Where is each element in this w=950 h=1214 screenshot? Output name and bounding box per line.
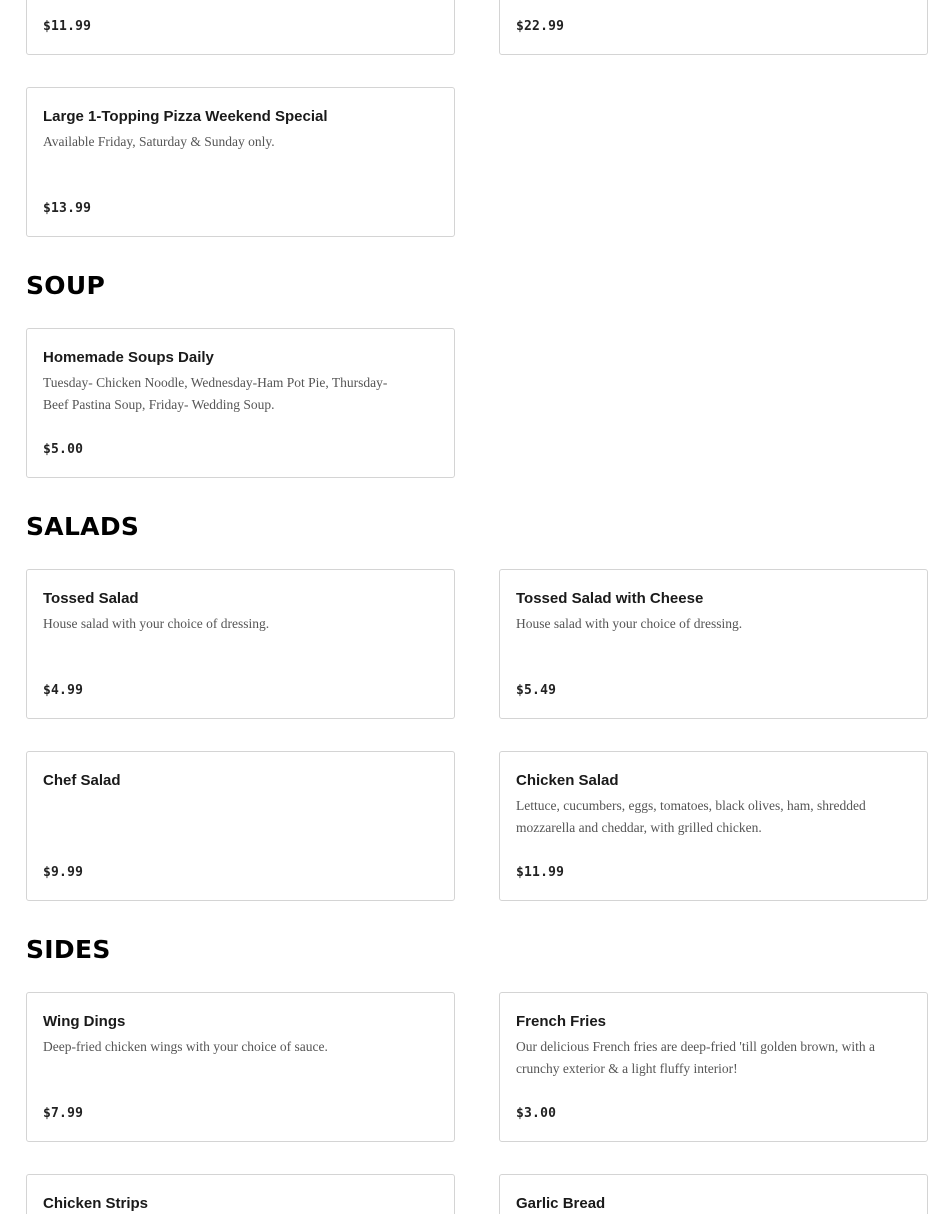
menu-item-name: Chef Salad	[43, 772, 121, 789]
menu-section	[26, 0, 928, 237]
menu-item-name: Garlic Bread	[516, 1195, 606, 1212]
menu-item-name: Large 1-Topping Pizza Weekend Special	[43, 108, 328, 125]
menu-item-grid	[26, 0, 928, 237]
menu-item-card[interactable]	[26, 1174, 455, 1214]
menu-item-card[interactable]	[499, 992, 928, 1142]
menu-item-description: Tuesday- Chicken Noodle, Wednesday-Ham Pot Pie, Thursday- Beef Pastina Soup, Friday- Wedding Soup.	[43, 375, 388, 412]
menu-item-card[interactable]	[499, 1174, 928, 1214]
menu-item-description: Lettuce, cucumbers, eggs, tomatoes, black olives, ham, shredded mozzarella and cheddar, with grilled chicken.	[516, 798, 866, 835]
menu-item-price: $7.99	[43, 1106, 84, 1121]
menu-item-name: Chicken Strips	[43, 1195, 149, 1212]
menu-item-price: $22.99	[516, 19, 565, 34]
menu-item-price: $5.49	[516, 683, 557, 698]
menu-list	[26, 0, 928, 1214]
menu-item-card[interactable]	[499, 751, 928, 901]
menu-item-name: Wing Dings	[43, 1013, 126, 1030]
menu-item-card[interactable]	[26, 751, 455, 901]
menu-section	[26, 931, 928, 1214]
menu-item-grid	[26, 992, 928, 1214]
menu-item-price: $5.00	[43, 442, 84, 457]
menu-item-card[interactable]	[26, 992, 455, 1142]
menu-item-card[interactable]	[499, 569, 928, 719]
menu-item-card[interactable]	[26, 328, 455, 478]
menu-item-description: Deep-fried chicken wings with your choice of sauce.	[43, 1039, 328, 1054]
menu-item-description: Available Friday, Saturday & Sunday only.	[43, 134, 275, 149]
menu-item-description: Our delicious French fries are deep-fried 'till golden brown, with a crunchy exterior & a light fluffy interior!	[516, 1039, 875, 1076]
section-title: SIDES	[26, 935, 111, 964]
menu-item-price: $11.99	[516, 865, 565, 880]
menu-item-name: Tossed Salad with Cheese	[516, 590, 704, 607]
section-title: SALADS	[26, 512, 140, 541]
menu-item-price: $4.99	[43, 683, 84, 698]
section-title: SOUP	[26, 271, 106, 300]
menu-item-grid	[26, 569, 928, 901]
menu-section	[26, 267, 928, 478]
menu-item-price: $11.99	[43, 19, 92, 34]
menu-item-description: House salad with your choice of dressing.	[516, 616, 743, 631]
menu-section	[26, 508, 928, 901]
menu-item-card[interactable]	[499, 0, 928, 55]
menu-item-name: Tossed Salad	[43, 590, 139, 607]
menu-item-description: House salad with your choice of dressing.	[43, 616, 270, 631]
menu-item-price: $3.00	[516, 1106, 557, 1121]
menu-item-price: $9.99	[43, 865, 84, 880]
menu-item-grid	[26, 328, 928, 478]
menu-item-name: Homemade Soups Daily	[43, 349, 214, 366]
menu-item-card[interactable]	[26, 569, 455, 719]
menu-item-price: $13.99	[43, 201, 92, 216]
menu-item-card[interactable]	[26, 87, 455, 237]
menu-item-name: French Fries	[516, 1013, 607, 1030]
menu-item-name: Chicken Salad	[516, 772, 619, 789]
menu-item-card[interactable]	[26, 0, 455, 55]
